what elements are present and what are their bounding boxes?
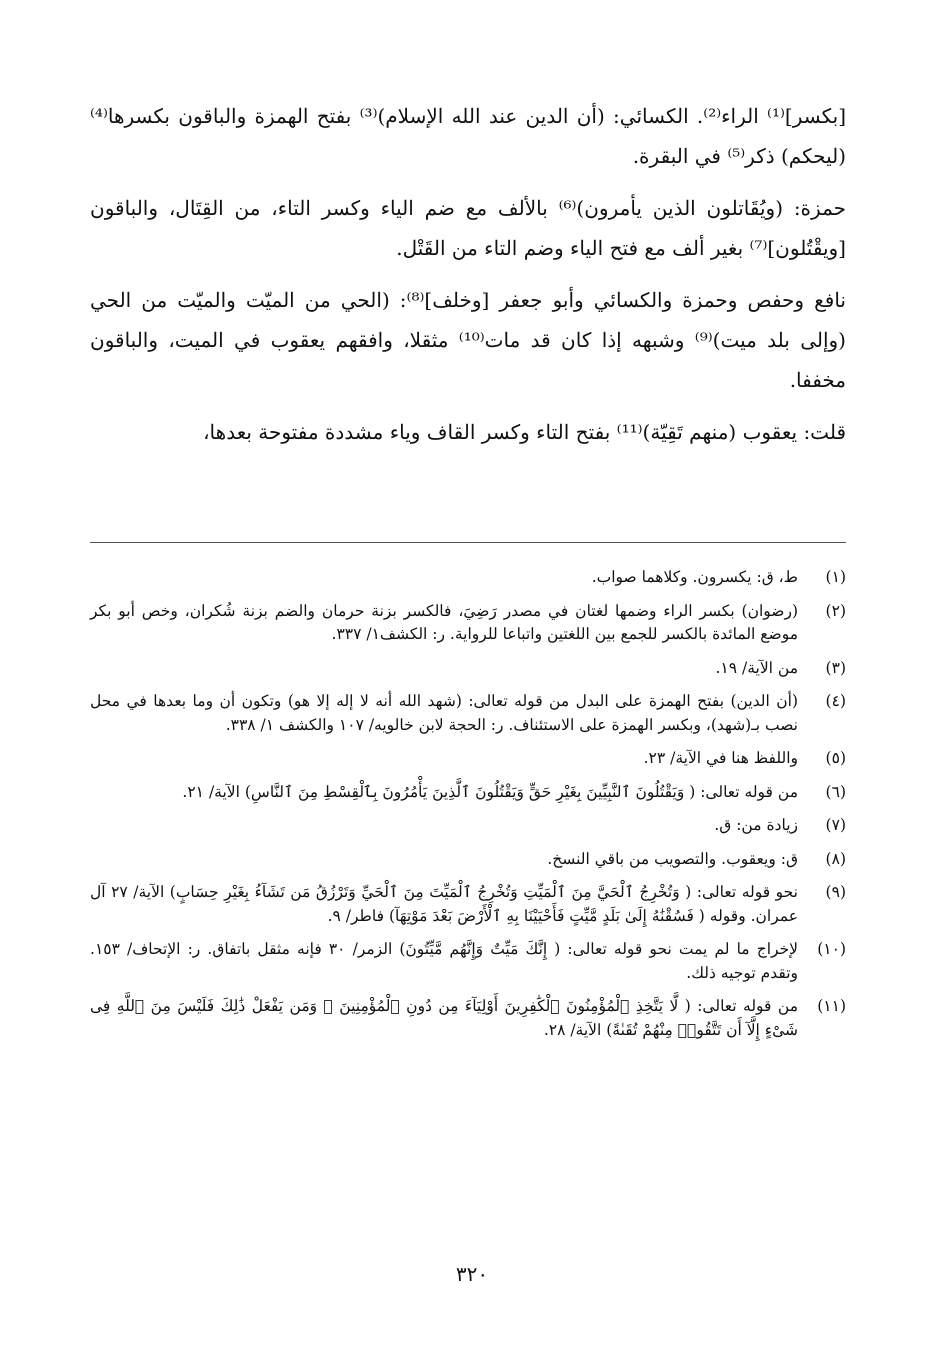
main-text xyxy=(90,96,846,464)
footnote-text: (رضوان) بكسر الراء وضمها لغتان في مصدر رَضِيَ، فالكسر بزنة حرمان والضم بزنة شُكران، وخص أبو بكر موضع المائدة بالكسر للجمع بين اللغتين واتباعا للرواية. ر: الكشف١/ ٣٣٧. xyxy=(90,601,798,643)
footnote-text: من قوله تعالى: ( وَيَقْتُلُونَ ٱلنَّبِيِّينَ بِغَيْرِ حَقٍّ وَيَقْتُلُونَ ٱلَّذِينَ يَأْمُرُونَ بِٱلْقِسْطِ مِنَ ٱلنَّاسِ) الآية/ ٢١. xyxy=(182,782,798,801)
paragraph-4: قلت: يعقوب (منهم تَقِيّة)⁽¹¹⁾ بفتح التاء وكسر القاف وياء مشددة مفتوحة بعدها، xyxy=(203,420,846,444)
footnote-number: (١١) xyxy=(817,997,846,1015)
footnote-text: من قوله تعالى: ( لَّا يَتَّخِذِ ٱلْمُؤْمِنُونَ ٱلْكَٰفِرِينَ أَوْلِيَآءَ مِن دُونِ ٱلْمُؤْمِنِينَ ۖ وَمَن يَفْعَلْ ذَٰلِكَ فَلَيْسَ مِنَ ٱللَّهِ فِى شَىْءٍ إِلَّآ أَن تَتَّقُوا۟ مِنْهُمْ تُقَىٰةً) الآية/ ٢٨. xyxy=(90,997,798,1039)
footnote-number: (٧) xyxy=(825,816,846,834)
footnote-number: (٤) xyxy=(825,692,846,710)
paragraph-2: حمزة: (ويُقَاتلون الذين يأمرون)⁽⁶⁾ بالألف مع ضم الياء وكسر التاء، من القِتَال، والباقون [ويقْتُلون]⁽⁷⁾ بغير ألف مع فتح الياء وضم التاء من القَتْل. xyxy=(90,196,846,260)
footnote-text: (أن الدين) بفتح الهمزة على البدل من قوله تعالى: (شهد الله أنه لا إله إلا هو) وتكون أن وما بعدها في محل نصب بـ(شهد)، وبكسر الهمزة على الاستئناف. ر: الحجة لابن خالويه/ ١٠٧ والكشف ١/ ٣٣٨. xyxy=(90,692,798,734)
footnote-divider xyxy=(90,542,846,543)
footnote-9 xyxy=(90,881,846,928)
footnote-6 xyxy=(90,781,846,805)
footnote-3 xyxy=(90,657,846,681)
footnote-1 xyxy=(90,566,846,590)
page-number: ٣٢٠ xyxy=(455,1262,489,1286)
footnote-number: (٥) xyxy=(825,749,846,767)
footnote-4 xyxy=(90,690,846,737)
paragraph-3: نافع وحفص وحمزة والكسائي وأبو جعفر [وخلف]⁽⁸⁾: (الحي من الميّت والميّت من الحي (وإلى بلد ميت)⁽⁹⁾ وشبهه إذا كان قد مات⁽¹⁰⁾ مثقلا، وافقهم يعقوب في الميت، والباقون مخففا. xyxy=(90,288,846,392)
footnote-text: نحو قوله تعالى: ( وَتُخْرِجُ ٱلْحَيَّ مِنَ ٱلْمَيِّتِ وَتُخْرِجُ ٱلْمَيِّتَ مِنَ ٱلْحَيِّ وَتَرْزُقُ مَن تَشَآءُ بِغَيْرِ حِسَابٍ) الآية/ ٢٧ آل عمران. وقوله ( فَسُقْنَٰهُ إِلَىٰ بَلَدٍ مَّيِّتٍ فَأَحْيَيْنَا بِهِ ٱلْأَرْضَ بَعْدَ مَوْتِهَآ) فاطر/ ٩. xyxy=(90,883,798,925)
footnote-number: (٩) xyxy=(825,883,846,901)
footnote-7 xyxy=(90,814,846,838)
footnote-text: لإخراج ما لم يمت نحو قوله تعالى: ( إِنَّكَ مَيِّتٌ وَإِنَّهُم مَّيِّتُونَ) الزمر/ ٣٠ فإنه مثقل باتفاق. ر: الإتحاف/ ١٥٣. وتقدم توجيه ذلك. xyxy=(90,940,798,982)
footnote-number: (٢) xyxy=(825,601,846,620)
footnote-text: من الآية/ ١٩. xyxy=(715,658,798,677)
footnote-11 xyxy=(90,995,846,1042)
footnote-text: واللفظ هنا في الآية/ ٢٣. xyxy=(643,749,798,767)
footnote-text: ط، ق: يكسرون. وكلاهما صواب. xyxy=(591,568,798,586)
footnote-10 xyxy=(90,938,846,985)
footnote-2 xyxy=(90,600,846,647)
footnote-text: زيادة من: ق. xyxy=(714,816,798,834)
paragraph-1: [بكسر]⁽¹⁾ الراء⁽²⁾. الكسائي: (أن الدين عند الله الإسلام)⁽³⁾ بفتح الهمزة والباقون بكسرها⁽⁴⁾ (ليحكم) ذكر⁽⁵⁾ في البقرة. xyxy=(90,104,846,168)
footnote-5 xyxy=(90,747,846,771)
footnotes xyxy=(90,566,846,1052)
footnote-text: ق: ويعقوب. والتصويب من باقي النسخ. xyxy=(547,849,798,868)
footnote-number: (٨) xyxy=(825,849,846,868)
footnote-number: (١٠) xyxy=(817,940,846,958)
footnote-number: (١) xyxy=(825,568,846,586)
footnote-number: (٦) xyxy=(825,782,846,801)
footnote-number: (٣) xyxy=(825,658,846,677)
footnote-8 xyxy=(90,848,846,872)
